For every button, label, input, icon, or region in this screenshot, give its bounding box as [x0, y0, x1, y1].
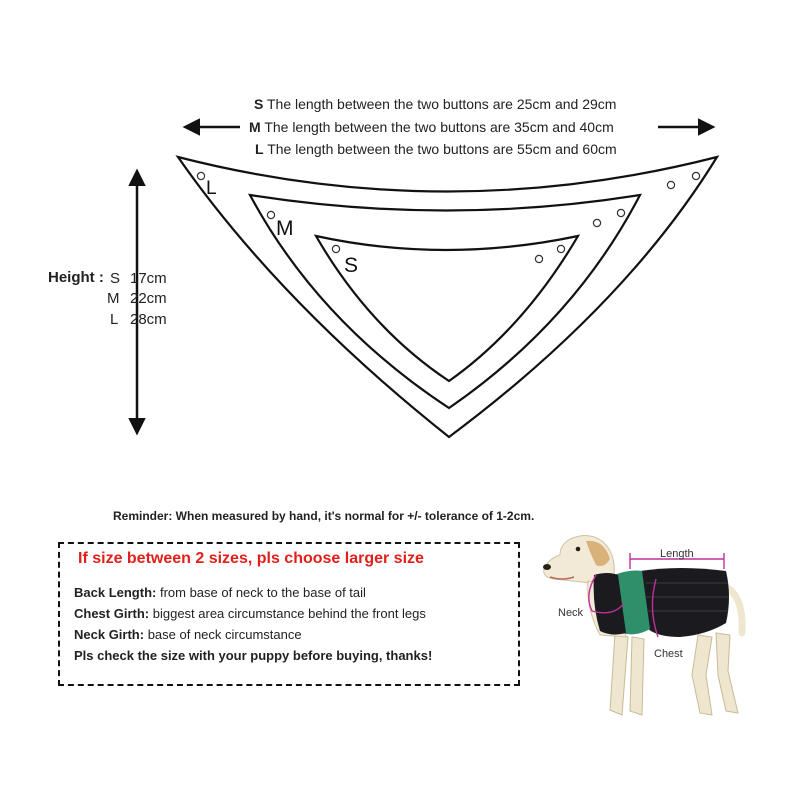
- size-label-m: M: [249, 119, 261, 135]
- note-chest-girth: [74, 606, 426, 621]
- back-length-desc: from base of neck to the base of tail: [156, 585, 366, 600]
- height-size-m: M: [107, 290, 120, 307]
- height-size-s: S: [110, 270, 121, 287]
- jacket-body: [640, 568, 729, 637]
- height-value-l: 28cm: [130, 311, 167, 328]
- bandana-medium-outline: [250, 195, 640, 408]
- chest-label: Chest: [654, 648, 683, 660]
- back-length-term: Back Length:: [74, 585, 157, 600]
- note-neck-girth: [74, 627, 302, 642]
- reminder-text: Reminder: When measured by hand, it's normal for +/- tolerance of 1-2cm.: [113, 509, 535, 523]
- length-text-s: The length between the two buttons are 25cm and 29cm: [266, 96, 617, 112]
- note-back-length: [74, 585, 366, 600]
- neck-label: Neck: [558, 607, 584, 619]
- length-text-l: The length between the two buttons are 55cm and 60cm: [267, 141, 617, 157]
- button-icon-medium-left: [267, 211, 274, 218]
- button-icon-medium-right-1: [593, 219, 600, 226]
- size-label-l: L: [255, 141, 264, 157]
- height-label: Height :: [48, 269, 104, 286]
- size-notes-box: [58, 542, 520, 686]
- bandana-label-medium: M: [276, 217, 294, 240]
- height-block: [48, 268, 188, 338]
- button-icon-small-right-1: [535, 255, 542, 262]
- button-icon-large-left: [197, 172, 204, 179]
- note-check-size: Pls check the size with your puppy before buying, thanks!: [74, 648, 433, 663]
- neck-girth-desc: base of neck circumstance: [144, 627, 302, 642]
- larger-size-headline: If size between 2 sizes, pls choose larger size: [78, 550, 424, 567]
- button-icon-small-right-2: [557, 245, 564, 252]
- chest-girth-desc: biggest area circumstance behind the front legs: [149, 606, 426, 621]
- chest-girth-term: Chest Girth:: [74, 606, 150, 621]
- length-text-m: The length between the two buttons are 35cm and 40cm: [264, 119, 614, 135]
- length-label: Length: [660, 548, 694, 560]
- dog-measurement-illustration: [530, 525, 800, 725]
- neck-girth-term: Neck Girth:: [74, 627, 145, 642]
- height-value-s: 17cm: [130, 270, 167, 287]
- size-label-s: S: [254, 96, 264, 112]
- bandana-label-large: L: [206, 178, 217, 199]
- height-value-m: 22cm: [130, 290, 167, 307]
- dog-legs: [610, 633, 738, 715]
- button-icon-large-right-1: [667, 181, 674, 188]
- height-size-l: L: [110, 311, 119, 328]
- button-icon-small-left: [332, 245, 339, 252]
- button-icon-medium-right-2: [617, 209, 624, 216]
- bandana-label-small: S: [344, 254, 359, 277]
- bandana-large-outline: [178, 157, 717, 437]
- button-icon-large-right-2: [692, 172, 699, 179]
